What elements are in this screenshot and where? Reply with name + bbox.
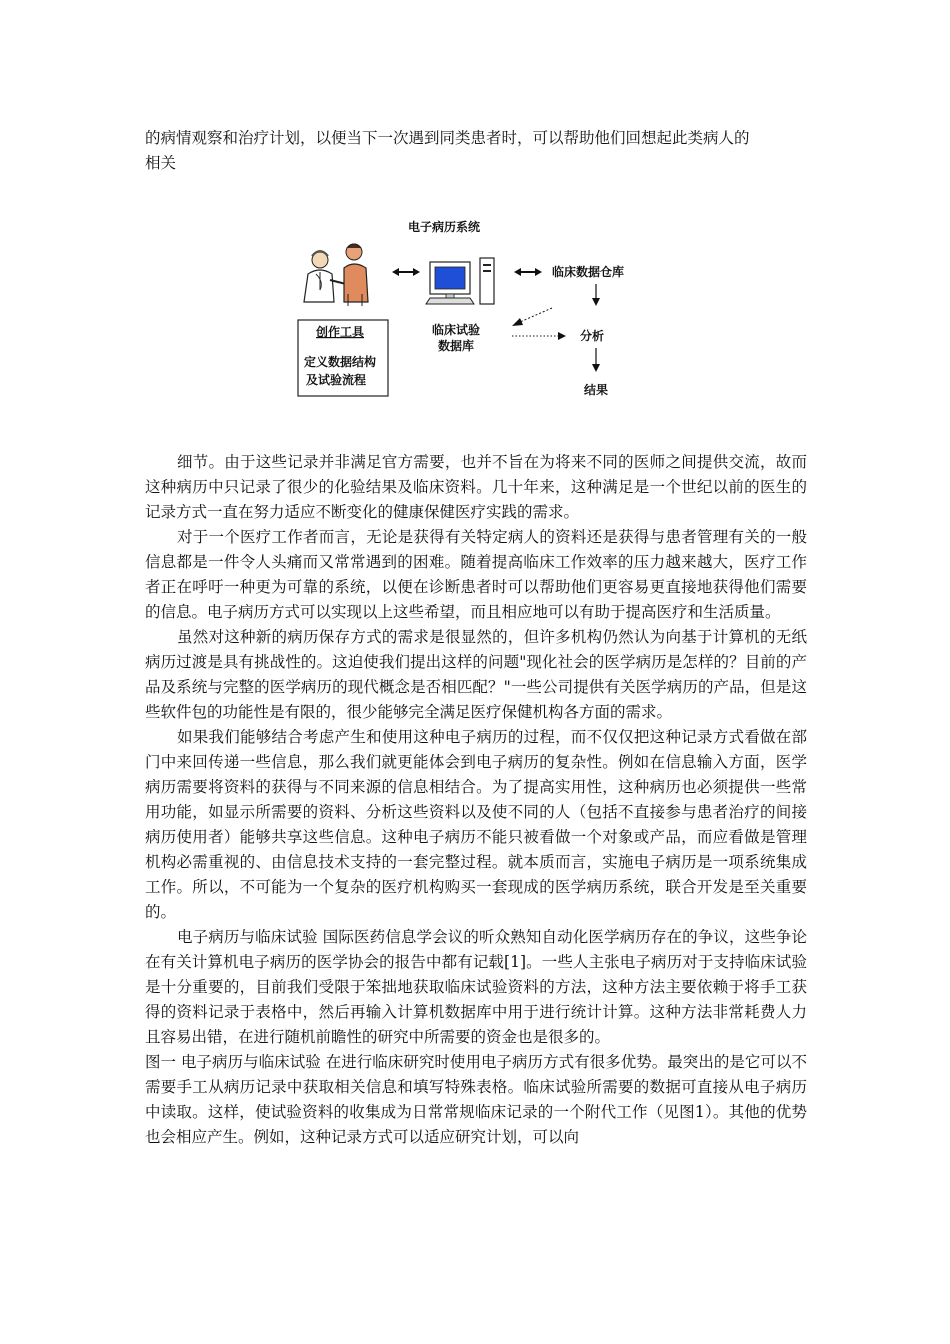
- intro-text: [145, 126, 807, 176]
- figure-title: 电子病历系统: [408, 220, 481, 234]
- patient-icon: [344, 244, 368, 306]
- analysis-label: 分析: [580, 329, 605, 343]
- paragraph-5: 电子病历与临床试验 国际医药信息学会议的听众熟知自动化医学病历存在的争议，这些争论在有关计算机电子病历的医学协会的报告中都有记载[1]。一些人主张电子病历对于支持临床试验是十分重要的，目前我们受限于笨拙地获取临床试验资料的方法，这种方法主要依赖于将手工获得的资料记录于表格中，然后再输入计算机数据库中用于进行统计计算。这种方法非常耗费人力且容易出错，在进行随机前瞻性的研究中所需要的资金也是很多的。: [145, 928, 807, 1046]
- body-text: [145, 450, 807, 1150]
- define-data-structure-label: 定义数据结构: [304, 355, 377, 369]
- bidirectional-arrow-left: [392, 268, 420, 276]
- doctor-patient-illustration: [304, 244, 368, 306]
- figure-caption-paragraph: 图一 电子病历与临床试验 在进行临床研究时使用电子病历方式有很多优势。最突出的是它可以不需要手工从病历记录中获取相关信息和填写特殊表格。临床试验所需要的数据可直接从电子病历中读取。这样，使试验资料的收集成为日常常规临床记录的一个附代工作（见图1）。其他的优势也会相应产生。例如，这种记录方式可以适应研究计划，可以向: [145, 1053, 807, 1146]
- bidirectional-arrow-right: [514, 268, 542, 276]
- ehr-system-figure: [290, 212, 650, 408]
- dotted-arrow-to-analysis: [512, 332, 566, 340]
- trial-database-label-2: 数据库: [438, 339, 475, 353]
- computer-icon: [426, 258, 494, 304]
- clinical-data-warehouse-label: 临床数据仓库: [552, 265, 625, 279]
- down-arrow-to-results: [592, 348, 600, 372]
- intro-line-2: 相关: [145, 154, 177, 172]
- dotted-arrow-to-database: [512, 308, 552, 326]
- down-arrow-to-analysis: [592, 284, 600, 306]
- doctor-icon: [304, 251, 346, 302]
- paragraph-1: 细节。由于这些记录并非满足官方需要，也并不旨在为将来不同的医师之间提供交流，故而这种病历中只记录了很少的化验结果及临床资料。几十年来，这种满足是一个世纪以前的医生的记录方式一直在努力适应不断变化的健康保健医疗实践的需求。: [145, 453, 807, 521]
- trial-process-label: 及试验流程: [306, 373, 367, 387]
- intro-line-1: 的病情观察和治疗计划，以便当下一次遇到同类患者时，可以帮助他们回想起此类病人的: [145, 129, 750, 147]
- results-label: 结果: [584, 383, 609, 397]
- paragraph-4: 如果我们能够结合考虑产生和使用这种电子病历的过程，而不仅仅把这种记录方式看做在部门中来回传递一些信息，那么我们就更能体会到电子病历的复杂性。例如在信息输入方面，医学病历需要将资料的获得与不同来源的信息相结合。为了提高实用性，这种病历也必须提供一些常用功能，如显示所需要的资料、分析这些资料以及使不同的人（包括不直接参与患者治疗的间接病历使用者）能够共享这些信息。这种电子病历不能只被看做一个对象或产品，而应看做是管理机构必需重视的、由信息技术支持的一套完整过程。就本质而言，实施电子病历是一项系统集成工作。所以，不可能为一个复杂的医疗机构购买一套现成的医学病历系统，联合开发是至关重要的。: [145, 728, 807, 921]
- paragraph-2: 对于一个医疗工作者而言，无论是获得有关特定病人的资料还是获得与患者管理有关的一般信息都是一件令人头痛而又常常遇到的困难。随着提高临床工作效率的压力越来越大，医疗工作者正在呼吁一种更为可靠的系统，以便在诊断患者时可以帮助他们更容易更直接地获得他们需要的信息。电子病历方式可以实现以上这些希望，而且相应地可以有助于提高医疗和生活质量。: [145, 528, 807, 621]
- authoring-tool-label: 创作工具: [316, 325, 365, 339]
- trial-database-label-1: 临床试验: [432, 323, 481, 337]
- paragraph-3: 虽然对这种新的病历保存方式的需求是很显然的，但许多机构仍然认为向基于计算机的无纸病历过渡是具有挑战性的。这迫使我们提出这样的问题"现化社会的医学病历是怎样的？目前的产品及系统与完整的医学病历的现代概念是否相匹配？"一些公司提供有关医学病历的产品，但是这些软件包的功能性是有限的，很少能够完全满足医疗保健机构各方面的需求。: [145, 628, 807, 721]
